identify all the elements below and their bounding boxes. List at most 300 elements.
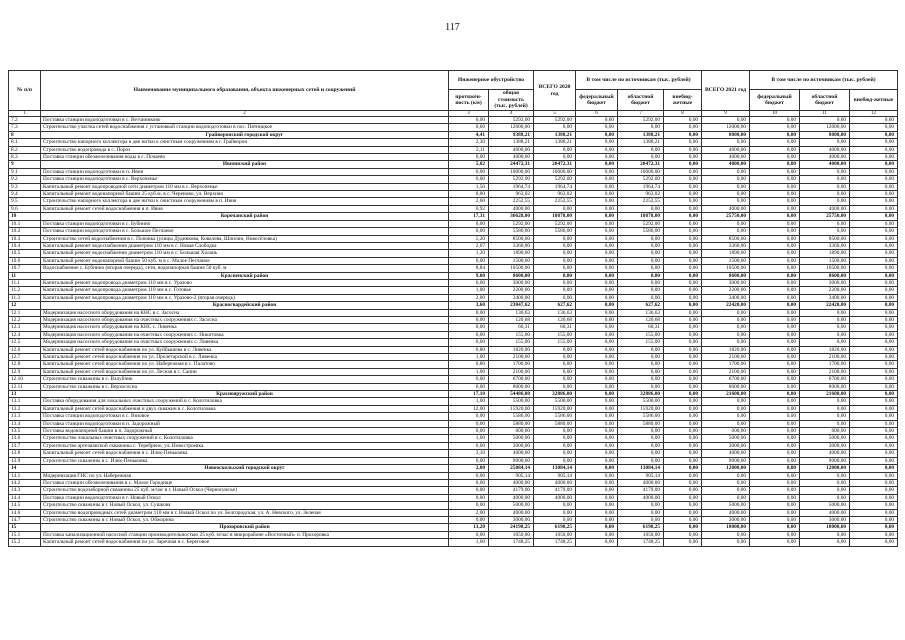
value-cell: 0,00 [750, 331, 800, 338]
header-offb-2020: внебюд-жетные [664, 90, 702, 111]
value-cell: 22420,00 [800, 302, 850, 309]
value-cell: 0,00 [576, 524, 618, 531]
value-cell: 0,00 [534, 368, 576, 375]
value-cell: 155,00 [534, 331, 576, 338]
value-cell: 3400,00 [489, 294, 534, 301]
value-cell: 0,00 [702, 220, 750, 227]
value-cell: 0,00 [576, 302, 618, 309]
row-number: 14.2 [9, 479, 41, 486]
value-cell: 0,00 [702, 494, 750, 501]
value-cell: 0,00 [750, 168, 800, 175]
row-number: 15.1 [9, 531, 41, 538]
row-number: 13.8 [9, 450, 41, 457]
value-cell: 4179,00 [618, 487, 664, 494]
value-cell: 1388,21 [618, 139, 664, 146]
value-cell: 0,00 [534, 502, 576, 509]
row-number: 13 [9, 391, 41, 398]
value-cell: 0,00 [750, 220, 800, 227]
value-cell: 3,60 [449, 302, 489, 309]
row-number: 13.3 [9, 413, 41, 420]
value-cell: 0,00 [449, 383, 489, 390]
value-cell: 0,00 [850, 450, 898, 457]
value-cell: 8500,00 [800, 235, 850, 242]
value-cell: 4000,00 [489, 494, 534, 501]
table-row [9, 309, 898, 316]
object-name: Капитальный ремонт сетей водоснабжения в п. Ивня [41, 205, 449, 212]
header-eng-group: Инженерное обустройство [449, 71, 534, 90]
value-cell: 0,00 [800, 191, 850, 198]
table-row [9, 539, 898, 546]
value-cell: 8600,00 [489, 272, 534, 279]
row-number: 12.8 [9, 361, 41, 368]
value-cell: 0,00 [576, 457, 618, 464]
value-cell: 0,00 [534, 124, 576, 131]
value-cell: 1,00 [449, 368, 489, 375]
value-cell: 0,00 [800, 324, 850, 331]
value-cell: 0,00 [618, 265, 664, 272]
value-cell: 0,00 [576, 220, 618, 227]
value-cell: 4000,00 [800, 154, 850, 161]
row-number: 12.5 [9, 339, 41, 346]
value-cell: 2,07 [449, 242, 489, 249]
value-cell: 1820,00 [702, 346, 750, 353]
value-cell: 0,00 [664, 383, 702, 390]
value-cell: 0,00 [750, 250, 800, 257]
value-cell: 0,00 [750, 205, 800, 212]
value-cell: 0,00 [664, 398, 702, 405]
value-cell: 0,00 [449, 487, 489, 494]
value-cell: 0,00 [750, 146, 800, 153]
value-cell: 0,00 [534, 242, 576, 249]
value-cell: 0,00 [750, 154, 800, 161]
value-cell: 0,00 [618, 257, 664, 264]
value-cell: 155,00 [489, 331, 534, 338]
value-cell: 0,00 [850, 139, 898, 146]
value-cell: 0,00 [664, 265, 702, 272]
value-cell: 0,00 [449, 502, 489, 509]
value-cell: 0,00 [850, 391, 898, 398]
value-cell: 0,00 [750, 420, 800, 427]
value-cell: 155,00 [618, 339, 664, 346]
value-cell: 0,00 [576, 131, 618, 138]
value-cell: 0,00 [449, 316, 489, 323]
value-cell: 0,00 [576, 117, 618, 124]
object-name: Модернизация насосного оборудования на очистных сооружениях с. Никитовка [41, 331, 449, 338]
value-cell: 0,00 [850, 539, 898, 546]
value-cell: 0,00 [850, 316, 898, 323]
value-cell: 6,00 [449, 279, 489, 286]
row-number: 7.2 [9, 117, 41, 124]
table-row [9, 168, 898, 175]
table-row [9, 502, 898, 509]
value-cell: 4,41 [449, 131, 489, 138]
value-cell: 5000,00 [489, 502, 534, 509]
table-row [9, 154, 898, 161]
object-name: Капитальный ремонт водопроводной сети диаметром 110 мм в с. Верхопенье [41, 183, 449, 190]
investment-table-container [8, 70, 897, 547]
value-cell: 0,00 [576, 361, 618, 368]
value-cell: 4000,00 [618, 494, 664, 501]
object-name: Строительство скважины в г. Новый Оскол, ул. Сушкова [41, 502, 449, 509]
column-number: 11 [800, 111, 850, 117]
value-cell: 0,00 [618, 294, 664, 301]
object-name: Капитальный ремонт сетей водоснабжения по ул. Куйбышева в с. Ливенка [41, 346, 449, 353]
section-name: Краснояружский район [41, 391, 449, 398]
value-cell: 0,00 [534, 265, 576, 272]
value-cell: 0,00 [750, 302, 800, 309]
value-cell: 6198,25 [618, 524, 664, 531]
value-cell: 5880,00 [534, 420, 576, 427]
value-cell: 0,00 [664, 146, 702, 153]
value-cell: 0,00 [449, 472, 489, 479]
value-cell: 3360,00 [489, 242, 534, 249]
value-cell: 0,00 [850, 472, 898, 479]
value-cell: 0,00 [800, 420, 850, 427]
row-number: 13.2 [9, 405, 41, 412]
value-cell: 0,00 [702, 191, 750, 198]
value-cell: 5292,00 [534, 220, 576, 227]
value-cell: 0,00 [850, 309, 898, 316]
section-name: Ивнянский район [41, 161, 449, 168]
value-cell: 1388,21 [534, 131, 576, 138]
table-row [9, 331, 898, 338]
value-cell: 0,00 [534, 383, 576, 390]
object-name: Модернизация насосного оборудования на очистных сооружениях с. Ливенка [41, 339, 449, 346]
value-cell: 0,00 [576, 331, 618, 338]
row-number: 12.10 [9, 376, 41, 383]
row-number: 10.5 [9, 250, 41, 257]
object-name: Строительство скважины в с. Илек-Пеньковка [41, 457, 449, 464]
value-cell: 0,00 [850, 272, 898, 279]
value-cell: 0,00 [618, 235, 664, 242]
object-name: Модернизация ГНС по ул. Набережная [41, 472, 449, 479]
value-cell: 0,00 [702, 420, 750, 427]
value-cell: 4000,00 [618, 479, 664, 486]
value-cell: 627,62 [618, 302, 664, 309]
value-cell: 4000,00 [534, 479, 576, 486]
value-cell: 8000,00 [489, 383, 534, 390]
row-number: 15 [9, 524, 41, 531]
value-cell: 0,00 [800, 539, 850, 546]
value-cell: 600,00 [800, 428, 850, 435]
value-cell: 0,00 [618, 435, 664, 442]
value-cell: 0,00 [664, 509, 702, 516]
row-number: 10.1 [9, 220, 41, 227]
value-cell: 0,00 [576, 442, 618, 449]
value-cell: 0,00 [750, 405, 800, 412]
value-cell: 8600,00 [800, 272, 850, 279]
object-name: Поставка канализационной насосной станции производительностью 25 куб. м/час в микрорайоне «Восточный» п. Прохоровка [41, 531, 449, 538]
value-cell: 0,00 [618, 124, 664, 131]
value-cell: 0,00 [664, 131, 702, 138]
value-cell: 0,00 [449, 309, 489, 316]
value-cell: 0,00 [576, 420, 618, 427]
value-cell: 0,00 [750, 198, 800, 205]
value-cell: 0,00 [576, 265, 618, 272]
value-cell: 10500,00 [702, 265, 750, 272]
value-cell: 0,00 [664, 391, 702, 398]
value-cell: 0,00 [750, 191, 800, 198]
value-cell: 0,00 [664, 191, 702, 198]
table-row [9, 124, 898, 131]
value-cell: 1388,21 [618, 131, 664, 138]
value-cell: 0,00 [800, 316, 850, 323]
value-cell: 0,00 [750, 117, 800, 124]
value-cell: 0,80 [449, 346, 489, 353]
table-row [9, 279, 898, 286]
row-number: 12.4 [9, 331, 41, 338]
value-cell: 2,30 [449, 139, 489, 146]
value-cell: 0,00 [750, 161, 800, 168]
value-cell: 4000,00 [489, 154, 534, 161]
value-cell: 12000,00 [702, 465, 750, 472]
value-cell: 0,00 [850, 154, 898, 161]
value-cell: 0,00 [702, 531, 750, 538]
table-row [9, 205, 898, 212]
value-cell: 9000,00 [800, 457, 850, 464]
header-name: Наименование муниципального образования, объекта инженерных сетей и сооружений [41, 71, 449, 111]
value-cell: 0,00 [618, 428, 664, 435]
value-cell: 155,00 [489, 339, 534, 346]
value-cell: 15920,00 [618, 405, 664, 412]
value-cell: 4000,00 [800, 450, 850, 457]
value-cell: 0,00 [800, 309, 850, 316]
value-cell: 0,00 [750, 539, 800, 546]
object-name: Поставка станции водоподготовки в п. Ивня [41, 168, 449, 175]
value-cell: 9,00 [449, 272, 489, 279]
value-cell: 0,00 [750, 376, 800, 383]
value-cell: 3000,00 [489, 516, 534, 523]
object-name: Капитальный ремонт сетей водоснабжения в с. Илек-Пеньковка [41, 450, 449, 457]
value-cell: 0,00 [702, 398, 750, 405]
value-cell: 3000,00 [800, 442, 850, 449]
table-row [9, 117, 898, 124]
value-cell: 0,00 [664, 287, 702, 294]
object-name: Капитальный ремонт водонапорной башни 50 куб. м в с. Малое Песчаное [41, 257, 449, 264]
table-row [9, 250, 898, 257]
value-cell: 2100,00 [800, 354, 850, 361]
value-cell: 12,00 [449, 405, 489, 412]
table-row [9, 228, 898, 235]
value-cell: 136,63 [618, 309, 664, 316]
header-sources-2020: В том числе по источникам (тыс. рублей) [576, 71, 702, 90]
value-cell: 2100,00 [489, 368, 534, 375]
object-name: Поставка оборудования для локальных очистных сооружений в с. Колотиловка [41, 398, 449, 405]
value-cell: 0,00 [800, 405, 850, 412]
value-cell: 0,00 [534, 442, 576, 449]
value-cell: 0,00 [664, 346, 702, 353]
value-cell: 0,00 [702, 405, 750, 412]
value-cell: 1820,00 [489, 346, 534, 353]
value-cell: 10000,00 [618, 168, 664, 175]
table-row [9, 472, 898, 479]
value-cell: 0,00 [750, 368, 800, 375]
value-cell: 0,00 [664, 361, 702, 368]
value-cell: 10500,00 [489, 265, 534, 272]
value-cell: 0,00 [576, 287, 618, 294]
value-cell: 0,00 [702, 176, 750, 183]
value-cell: 9000,00 [702, 457, 750, 464]
value-cell: 0,00 [618, 368, 664, 375]
value-cell: 0,00 [800, 479, 850, 486]
value-cell: 12000,00 [702, 124, 750, 131]
value-cell: 2,00 [449, 294, 489, 301]
value-cell: 1890,00 [489, 250, 534, 257]
table-row [9, 413, 898, 420]
value-cell: 9388,21 [489, 131, 534, 138]
value-cell: 0,00 [576, 465, 618, 472]
value-cell: 0,00 [664, 294, 702, 301]
value-cell: 0,00 [576, 242, 618, 249]
value-cell: 0,00 [750, 242, 800, 249]
value-cell: 0,00 [750, 450, 800, 457]
value-cell: 4000,00 [702, 161, 750, 168]
row-number: 11.2 [9, 287, 41, 294]
value-cell: 0,00 [664, 442, 702, 449]
value-cell: 0,00 [702, 472, 750, 479]
page-number: 117 [445, 22, 460, 33]
value-cell: 0,00 [576, 316, 618, 323]
value-cell: 1,20 [449, 250, 489, 257]
value-cell: 2,00 [449, 509, 489, 516]
table-row [9, 531, 898, 538]
value-cell: 0,00 [800, 339, 850, 346]
value-cell: 0,00 [576, 250, 618, 257]
value-cell: 2100,00 [489, 354, 534, 361]
value-cell: 1700,00 [800, 361, 850, 368]
value-cell: 0,00 [576, 450, 618, 457]
value-cell: 0,00 [664, 516, 702, 523]
value-cell: 5292,00 [489, 220, 534, 227]
object-name: Строительство напорного коллектора в две нитки к очистным сооружениям в п. Ивня [41, 198, 449, 205]
value-cell: 0,00 [664, 413, 702, 420]
value-cell: 1964,74 [489, 183, 534, 190]
value-cell: 0,00 [664, 324, 702, 331]
row-number: 12.11 [9, 383, 41, 390]
row-number: 8.1 [9, 139, 41, 146]
row-number: 15.2 [9, 539, 41, 546]
value-cell: 8600,00 [702, 272, 750, 279]
value-cell: 0,00 [750, 398, 800, 405]
column-number: 3 [449, 111, 489, 117]
value-cell: 0,00 [618, 279, 664, 286]
row-number: 13.5 [9, 428, 41, 435]
value-cell: 0,00 [850, 494, 898, 501]
value-cell: 1,00 [449, 398, 489, 405]
value-cell: 0,00 [750, 465, 800, 472]
value-cell: 15920,00 [489, 405, 534, 412]
table-row [9, 376, 898, 383]
value-cell: 4000,00 [800, 205, 850, 212]
value-cell: 10878,00 [618, 213, 664, 220]
value-cell: 0,00 [576, 294, 618, 301]
value-cell: 0,00 [664, 376, 702, 383]
value-cell: 0,00 [449, 154, 489, 161]
value-cell: 0,00 [850, 405, 898, 412]
value-cell: 2,60 [449, 198, 489, 205]
value-cell: 4000,00 [489, 479, 534, 486]
value-cell: 0,00 [750, 428, 800, 435]
value-cell: 1388,21 [489, 139, 534, 146]
investment-table [8, 70, 898, 547]
value-cell: 0,00 [750, 316, 800, 323]
value-cell: 0,00 [702, 168, 750, 175]
value-cell: 0,00 [664, 465, 702, 472]
value-cell: 0,00 [850, 205, 898, 212]
value-cell: 120,68 [618, 316, 664, 323]
value-cell: 0,00 [664, 235, 702, 242]
value-cell: 0,00 [850, 168, 898, 175]
value-cell: 1,00 [449, 435, 489, 442]
value-cell: 2252,55 [489, 198, 534, 205]
value-cell: 0,00 [850, 509, 898, 516]
value-cell: 5292,00 [534, 117, 576, 124]
section-name: Прохоровский район [41, 524, 449, 531]
value-cell: 0,00 [800, 472, 850, 479]
column-number: 6 [576, 111, 618, 117]
value-cell: 5586,00 [618, 228, 664, 235]
value-cell: 0,00 [618, 376, 664, 383]
value-cell: 0,00 [850, 161, 898, 168]
object-name: Строительство напорного коллектора в две нитки к очистным сооружениям в г. Грайворон [41, 139, 449, 146]
value-cell: 17,10 [449, 391, 489, 398]
value-cell: 0,00 [702, 487, 750, 494]
row-number: 9.1 [9, 168, 41, 175]
value-cell: 8500,00 [702, 235, 750, 242]
value-cell: 25084,14 [489, 465, 534, 472]
value-cell: 3000,00 [800, 279, 850, 286]
row-number: 13.6 [9, 435, 41, 442]
value-cell: 4000,00 [702, 154, 750, 161]
table-row [9, 457, 898, 464]
value-cell: 0,00 [618, 509, 664, 516]
table-row [9, 516, 898, 523]
table-row [9, 220, 898, 227]
value-cell: 20472,31 [534, 161, 576, 168]
value-cell: 0,00 [534, 279, 576, 286]
value-cell: 0,00 [750, 228, 800, 235]
value-cell: 5000,00 [702, 502, 750, 509]
value-cell: 0,00 [850, 220, 898, 227]
value-cell: 0,00 [664, 124, 702, 131]
section-row [9, 161, 898, 168]
value-cell: 0,00 [850, 361, 898, 368]
column-number: 2 [41, 111, 449, 117]
value-cell: 0,00 [702, 479, 750, 486]
value-cell: 0,00 [576, 228, 618, 235]
value-cell: 0,00 [750, 124, 800, 131]
value-cell: 0,00 [664, 250, 702, 257]
value-cell: 0,00 [664, 302, 702, 309]
row-number: 13.1 [9, 398, 41, 405]
value-cell: 0,00 [664, 316, 702, 323]
value-cell: 0,00 [664, 213, 702, 220]
object-name: Поставка станции водоподготовки в г. Новый Оскол [41, 494, 449, 501]
value-cell: 0,00 [664, 339, 702, 346]
header-cost: общая стоимость (тыс. рублей) [489, 90, 534, 111]
value-cell: 1500,00 [489, 257, 534, 264]
value-cell: 1050,00 [534, 531, 576, 538]
value-cell: 0,00 [449, 257, 489, 264]
value-cell: 0,00 [576, 539, 618, 546]
table-row [9, 265, 898, 272]
value-cell: 0,00 [664, 198, 702, 205]
value-cell: 0,00 [618, 361, 664, 368]
value-cell: 2200,00 [702, 287, 750, 294]
value-cell: 4000,00 [489, 450, 534, 457]
row-number: 14.3 [9, 487, 41, 494]
object-name: Капитальный ремонт водопровода диаметром 110 мм в с. Готовье [41, 287, 449, 294]
